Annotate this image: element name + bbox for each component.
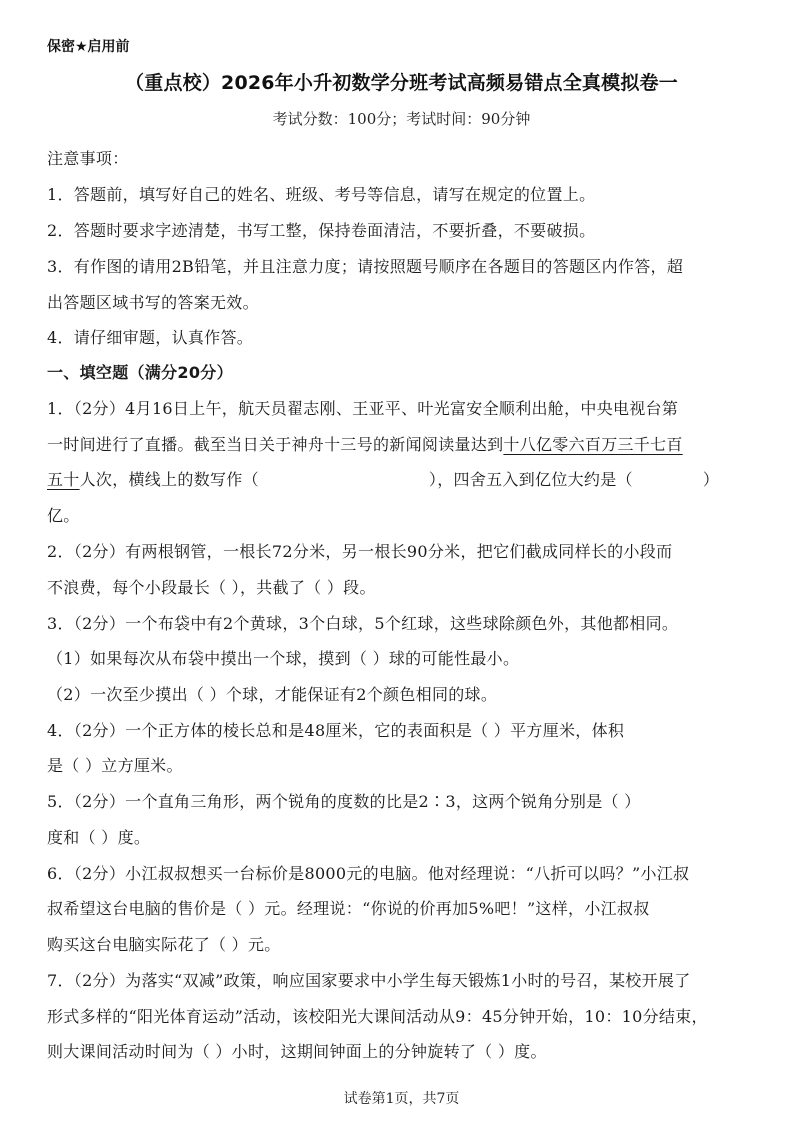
note-item: 1．答题前，填写好自己的姓名、班级、考号等信息，请写在规定的位置上。 xyxy=(47,185,596,204)
question-6-line: 购买这台电脑实际花了（ ）元。 xyxy=(47,935,281,954)
question-5-line: 度和（ ）度。 xyxy=(47,828,151,847)
question-5-line: 5．（2分）一个直角三角形，两个锐角的度数的比是2∶3，这两个锐角分别是（ ） xyxy=(47,792,641,811)
q1-underlined-number: 十八亿零六百万三千七百 xyxy=(503,435,683,454)
exam-subtitle: 考试分数：100分；考试时间：90分钟 xyxy=(272,110,531,128)
notes-heading: 注意事项： xyxy=(47,149,129,168)
question-6-line: 叔希望这台电脑的售价是（ ）元。经理说：“你说的价再加5%吧！”这样，小江叔叔 xyxy=(47,899,650,918)
q1-text: 一时间进行了直播。截至当日关于神舟十三号的新闻阅读量达到 xyxy=(47,435,504,454)
note-item: 3．有作图的请用2B铅笔，并且注意力度；请按照题号顺序在各题目的答题区内作答，超 xyxy=(47,257,684,276)
question-1-line xyxy=(47,467,719,490)
q1-text: ） xyxy=(702,470,720,489)
q1-text: 人次，横线上的数写作（ xyxy=(79,470,259,489)
question-1-line: 亿。 xyxy=(47,506,80,525)
question-7-line: 则大课间活动时间为（ ）小时，这期间钟面上的分钟旋转了（ ）度。 xyxy=(47,1042,547,1061)
question-4-line: 4．（2分）一个正方体的棱长总和是48厘米，它的表面积是（ ）平方厘米，体积 xyxy=(47,721,625,740)
question-2-line: 2．（2分）有两根钢管，一根长72分米，另一根长90分米，把它们截成同样长的小段而 xyxy=(47,542,673,561)
question-3-line: 3．（2分）一个布袋中有2个黄球，3个白球，5个红球，这些球除颜色外，其他都相同。 xyxy=(47,614,679,633)
note-item: 出答题区域书写的答案无效。 xyxy=(47,293,259,312)
question-7-line: 7．（2分）为落实“双减”政策，响应国家要求中小学生每天锻炼1小时的号召，某校开展了 xyxy=(47,971,691,990)
question-3-line: （2）一次至少摸出（ ）个球，才能保证有2个颜色相同的球。 xyxy=(47,685,498,704)
confidential-label: 保密★启用前 xyxy=(47,39,130,55)
question-1-line: 1．（2分）4月16日上午，航天员翟志刚、王亚平、叶光富安全顺利出舱，中央电视台第 xyxy=(47,399,679,418)
question-2-line: 不浪费，每个小段最长（ ），共截了（ ）段。 xyxy=(47,578,376,597)
question-3-line: （1）如果每次从布袋中摸出一个球，摸到（ ）球的可能性最小。 xyxy=(47,649,520,668)
question-7-line: 形式多样的“阳光体育运动”活动，该校阳光大课间活动从9：45分钟开始，10：10分结束， xyxy=(47,1007,708,1026)
question-1-line xyxy=(47,432,683,455)
q1-text: ），四舍五入到亿位大约是（ xyxy=(428,470,633,489)
exam-title: （重点校）2026年小升初数学分班考试高频易错点全真模拟卷一 xyxy=(125,72,678,94)
question-4-line: 是（ ）立方厘米。 xyxy=(47,756,183,775)
note-item: 2．答题时要求字迹清楚，书写工整，保持卷面清洁，不要折叠，不要破损。 xyxy=(47,221,596,240)
section-heading: 一、填空题（满分20分） xyxy=(47,363,233,382)
page-footer: 试卷第1页，共7页 xyxy=(343,1091,460,1107)
question-6-line: 6．（2分）小江叔叔想买一台标价是8000元的电脑。他对经理说：“八折可以吗？”小江叔 xyxy=(47,864,690,883)
q1-underlined-number: 五十 xyxy=(47,470,80,489)
note-item: 4．请仔细审题，认真作答。 xyxy=(47,328,254,347)
